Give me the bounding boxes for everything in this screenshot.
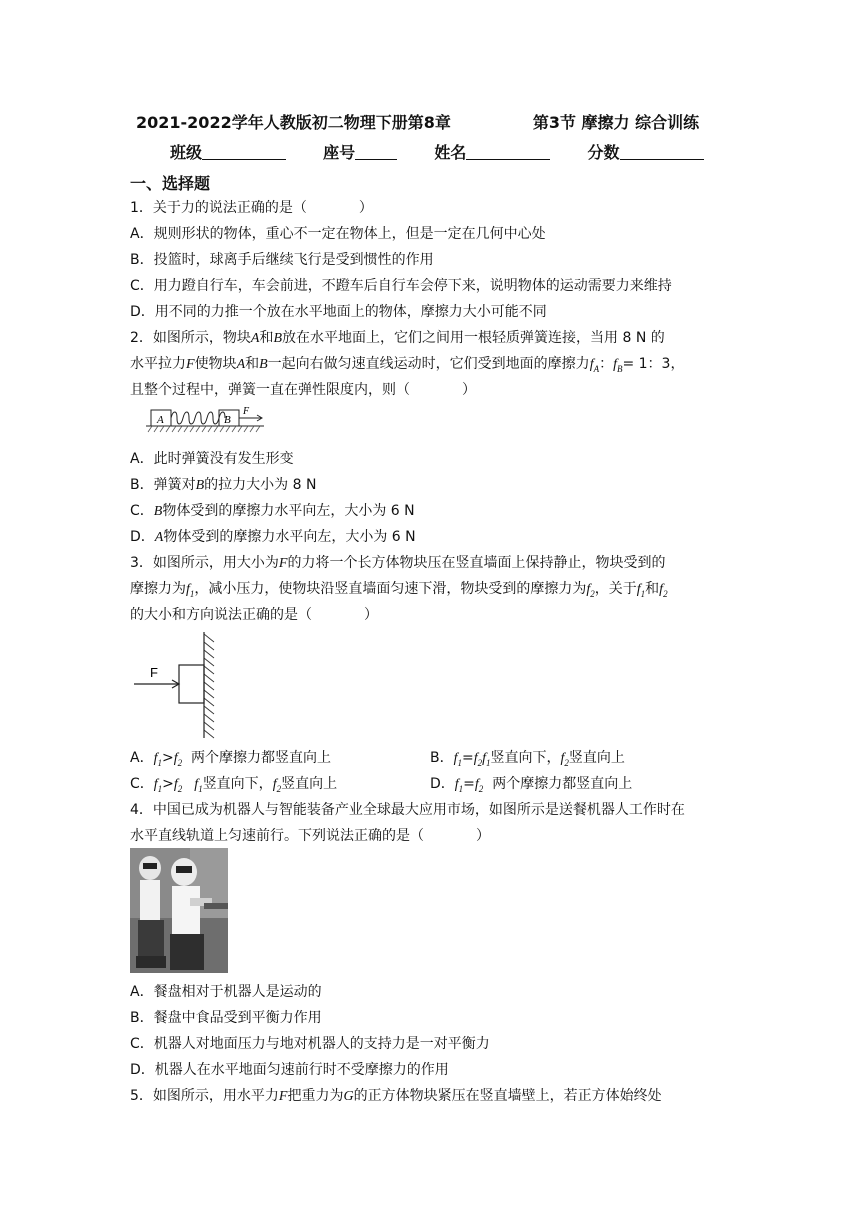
name-blank[interactable] — [466, 144, 550, 160]
q1-option-d: D．用不同的力推一个放在水平地面上的物体，摩擦力大小可能不同 — [130, 304, 547, 320]
q3-stem-line2: 摩擦力为$f_1$，减小压力，使物块沿竖直墙面匀速下滑，物块受到的摩擦力为$f_2$，关于$f_1$和$f_2$ — [130, 581, 668, 599]
q4-option-c: C．机器人对地面压力与地对机器人的支持力是一对平衡力 — [130, 1036, 490, 1052]
section-title: 一、选择题 — [130, 174, 211, 193]
title-right: 第3节 摩擦力 综合训练 — [532, 113, 700, 132]
q1-stem: 1．关于力的说法正确的是（ ） — [130, 200, 373, 216]
q4-stem-line1: 4．中国已成为机器人与智能装备产业全球最大应用市场，如图所示是送餐机器人工作时在 — [130, 802, 685, 818]
class-label: 班级 — [170, 143, 203, 162]
wall-block-figure — [130, 630, 220, 740]
q3-option-a: A．$f_1>f_2$ 两个摩擦力都竖直向上 — [130, 750, 331, 768]
label-b: B — [224, 414, 231, 426]
q2-option-b: B．弹簧对B的拉力大小为 8 N — [130, 477, 317, 493]
name-label: 姓名 — [434, 143, 467, 162]
label-f: F — [150, 665, 158, 680]
q3-stem-line3: 的大小和方向说法正确的是（ ） — [130, 607, 378, 623]
q2-option-c: C．B物体受到的摩擦力水平向左，大小为 6 N — [130, 503, 415, 519]
q2-stem-line1: 2．如图所示，物块A和B放在水平地面上，它们之间用一根轻质弹簧连接，当用 8 N 的 — [130, 330, 665, 346]
robot-photo-drawing — [130, 848, 228, 973]
q4-option-b: B．餐盘中食品受到平衡力作用 — [130, 1010, 322, 1026]
seat-blank[interactable] — [355, 144, 397, 160]
score-label: 分数 — [587, 143, 620, 162]
class-blank[interactable] — [202, 144, 286, 160]
q1-option-b: B．投篮时，球离手后继续飞行是受到惯性的作用 — [130, 252, 434, 268]
label-f: F — [243, 406, 250, 417]
q2-option-a: A．此时弹簧没有发生形变 — [130, 451, 294, 467]
q5-stem-line1: 5．如图所示，用水平力F把重力为G的正方体物块紧压在竖直墙壁上，若正方体始终处 — [130, 1088, 662, 1104]
q3-option-c: C．$f_1>f_2$ $f_1$竖直向下，$f_2$竖直向上 — [130, 776, 338, 794]
q1-option-a: A．规则形状的物体，重心不一定在物体上，但是一定在几何中心处 — [130, 226, 546, 242]
q4-option-d: D．机器人在水平地面匀速前行时不受摩擦力的作用 — [130, 1062, 449, 1078]
wall-hatching — [204, 634, 214, 738]
q3-option-d: D．$f_1=f_2$ 两个摩擦力都竖直向上 — [430, 776, 633, 794]
student-info-row — [170, 140, 704, 163]
q2-option-d: D．A物体受到的摩擦力水平向左，大小为 6 N — [130, 529, 416, 545]
q1-option-c: C．用力蹬自行车，车会前进，不蹬车后自行车会停下来，说明物体的运动需要力来维持 — [130, 278, 672, 294]
q4-stem-line2: 水平直线轨道上匀速前行。下列说法正确的是（ ） — [130, 828, 490, 844]
q3-option-b: B．$f_1=f_2f_1$竖直向下，$f_2$竖直向上 — [430, 750, 625, 768]
q2-stem-line3: 且整个过程中，弹簧一直在弹性限度内，则（ ） — [130, 382, 476, 398]
seat-label: 座号 — [323, 143, 356, 162]
robot-photo — [130, 848, 228, 973]
q3-stem-line1: 3．如图所示，用大小为F的力将一个长方体物块压在竖直墙面上保持静止，物块受到的 — [130, 555, 666, 571]
score-blank[interactable] — [620, 144, 704, 160]
title-left: 2021-2022学年人教版初二物理下册第8章 — [136, 113, 451, 132]
q2-stem-line2: 水平拉力F使物块A和B一起向右做匀速直线运动时，它们受到地面的摩擦力$f_A$：$f_B= 1$：3， — [130, 356, 685, 374]
worksheet-title — [136, 110, 699, 133]
spring — [171, 412, 225, 424]
block — [179, 665, 204, 703]
ground-hatching — [148, 426, 260, 432]
q4-option-a: A．餐盘相对于机器人是运动的 — [130, 984, 322, 1000]
spring-blocks-figure — [144, 404, 266, 434]
label-a: A — [157, 414, 164, 426]
